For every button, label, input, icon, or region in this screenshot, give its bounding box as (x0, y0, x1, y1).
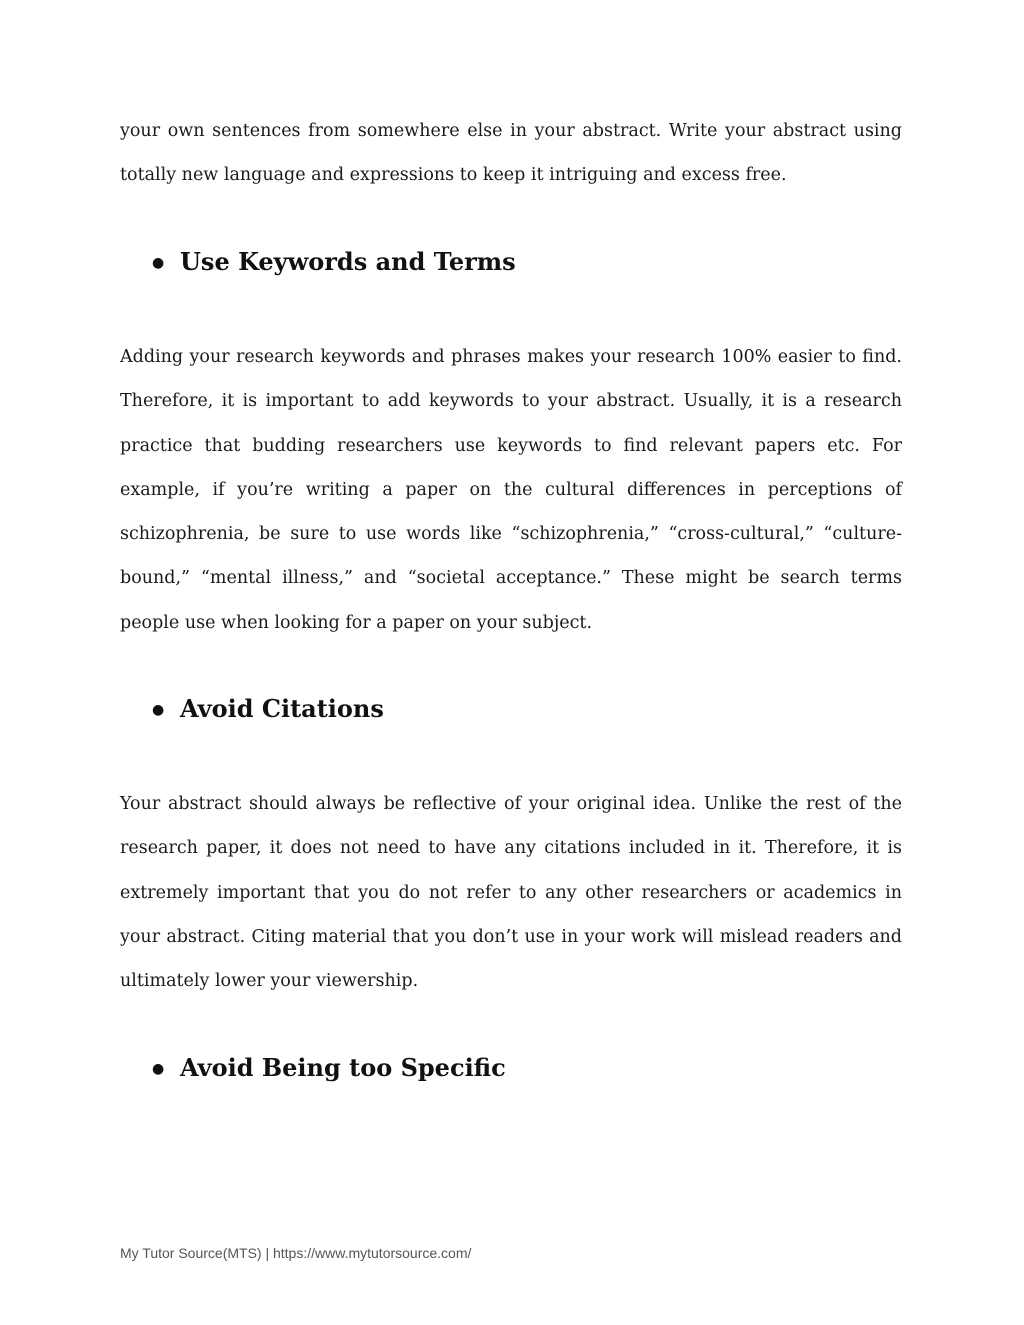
heading-text: Avoid Citations (180, 694, 384, 723)
heading-avoid-being-too-specific (152, 1053, 506, 1084)
heading-use-keywords-and-terms (152, 247, 516, 278)
heading-text: Avoid Being too Specific (180, 1053, 506, 1082)
heading-text: Use Keywords and Terms (180, 247, 516, 276)
bullet-icon: ● (152, 255, 165, 271)
heading-avoid-citations (152, 694, 384, 725)
paragraph-keywords: Adding your research keywords and phrases makes your research 100% easier to find. Therefore, it is important to add keywords to your abstract. Usually, it is a research practice that budding researchers use keywords to find relevant papers etc. For example, if you’re writing a paper on the cultural differences in perceptions of schizophrenia, be sure to use words like “schizophrenia,” “cross-cultural,” “culture-bound,” “mental illness,” and “societal acceptance.” These might be search terms people use when looking for a paper on your subject. (120, 347, 902, 633)
bullet-icon: ● (152, 1061, 165, 1077)
paragraph-citations: Your abstract should always be reflective of your original idea. Unlike the rest of the research paper, it does not need to have any citations included in it. Therefore, it is extremely important that you do not refer to any other researchers or academics in your abstract. Citing material that you don’t use in your work will mislead readers and ultimately lower your viewership. (120, 794, 902, 992)
bullet-icon: ● (152, 702, 165, 718)
page-footer: My Tutor Source(MTS) | https://www.mytutorsource.com/ (120, 1245, 472, 1261)
paragraph-intro: your own sentences from somewhere else in your abstract. Write your abstract using totally new language and expressions to keep it intriguing and excess free. (120, 121, 902, 186)
